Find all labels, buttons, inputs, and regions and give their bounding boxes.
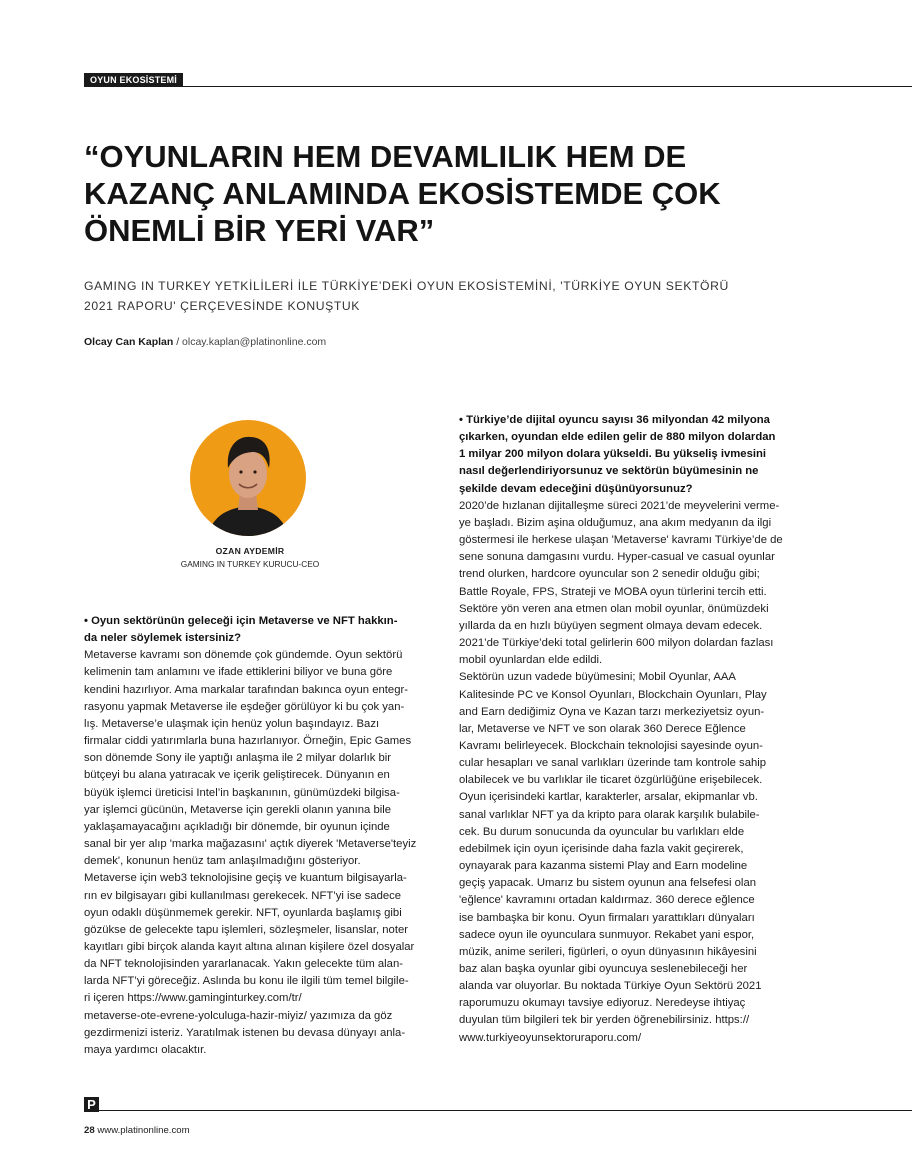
byline [84, 336, 326, 348]
answer-line: raporumuzu okumayı tavsiye ediyoruz. Neredeyse ihtiyaç [459, 997, 746, 1010]
byline-separator: / [173, 336, 183, 348]
question-line: şekilde devam edeceğini düşünüyorsunuz? [459, 482, 693, 495]
answer-line: gezdirmenizi isteriz. Yaratılmak istenen bu devasa dünyayı anla- [84, 1026, 406, 1039]
answer-line: kendini hazırlıyor. Ama markalar tarafından bakınca oyun entegr- [84, 683, 409, 696]
question-line: çıkarken, oyundan elde edilen gelir de 880 milyon dolardan [459, 431, 776, 444]
interviewee-name: OZAN AYDEMİR [215, 546, 285, 556]
answer-line: Metaverse için web3 teknolojisine geçiş ve kuantum bilgisayarla- [84, 872, 407, 885]
answer-line: göstermesi ile herkese ulaşan 'Metaverse' kavramı Türkiye’de de [459, 534, 783, 547]
answer-line: alanda var oluyorlar. Bu noktada Türkiye Oyun Sektörü 2021 [459, 980, 762, 993]
question-line: da neler söylemek istersiniz? [84, 632, 241, 645]
answer-line: Kavramı belirleyecek. Blockchain teknolojisi sayesinde oyun- [459, 739, 763, 752]
interviewee-photo [190, 420, 306, 536]
answer-line: son dönemde Sony ile yaptığı anlaşma ile 2 milyar dolarlık bir [84, 752, 392, 765]
question-line: 1 milyar 200 milyon dolara yükseldi. Bu yükseliş ivmesini [459, 448, 767, 461]
answer-line: Battle Royale, FPS, Strateji ve MOBA oyun türlerini tercih etti. [459, 585, 767, 598]
answer-line: yaklaşamayacağını açıkladığı bir dönemde, bir oyunun içinde [84, 820, 390, 833]
answer-line: maya yardımcı olacaktır. [84, 1043, 207, 1056]
answer-line: yıllarda da en hızlı büyüyen segment olmaya devam edecek. [459, 619, 763, 632]
answer-line: Metaverse kavramı son dönemde çok gündemde. Oyun sektörü [84, 649, 403, 662]
footer-site: www.platinonline.com [97, 1125, 190, 1136]
answer-line: oyun odaklı düşünmemek gerekir. NFT, oyunlarda başlamış gibi [84, 906, 402, 919]
answer-line: trend olurken, hardcore oyuncular son 2 senedir olduğu gibi; [459, 568, 760, 581]
answer-line: lar, Metaverse ve NFT ve son olarak 360 Derece Eğlence [459, 722, 746, 735]
interviewee-role: GAMING IN TURKEY KURUCU-CEO [180, 559, 320, 569]
answer-line: larda NFT’yi göreceğiz. Aslında bu konu ile ilgili tüm temel bilgile- [84, 975, 409, 988]
answer-line: cular hesapları ve sanal varlıkları üzerinde tam kontrole sahip [459, 757, 767, 770]
answer-line: Sektöre yön veren ana etmen olan mobil oyunlar, önümüzdeki [459, 602, 769, 615]
answer-line: gözükse de gelecekte tapu işlemleri, sözleşmeler, lisanslar, noter [84, 923, 409, 936]
answer-line: ri içeren https://www.gaminginturkey.com/tr/ [84, 992, 302, 1005]
answer-line: 2020’de hızlanan dijitalleşme süreci 2021’de meyvelerini verme- [459, 499, 780, 512]
answer-line: Sektörün uzun vadede büyümesini; Mobil Oyunlar, AAA [459, 671, 736, 684]
answer-line: Oyun içerisindeki kartlar, karakterler, arsalar, ekipmanlar vb. [459, 791, 758, 804]
answer-line: metaverse-ote-evrene-yolculuga-hazir-miyiz/ yazımıza da göz [84, 1009, 393, 1022]
answer-line: sadece oyun ile oyunculara sunmuyor. Rekabet yani espor, [459, 928, 755, 941]
answer-line: and Earn dediğimiz Oyna ve Kazan tarzı merkeziyetsiz oyun- [459, 705, 765, 718]
answer-line: kelimenin tam anlamını ve ifade ettiklerini biliyor ve buna göre [84, 666, 393, 679]
answer-line: da NFT teknolojisinden yararlanacak. Yakın gelecekte tüm alan- [84, 958, 403, 971]
headline-line: “OYUNLARIN HEM DEVAMLILIK HEM DE [84, 139, 687, 174]
question-line: • Türkiye’de dijital oyuncu sayısı 36 milyondan 42 milyona [459, 414, 770, 426]
answer-line: www.turkiyeoyunsektoruraporu.com/ [459, 1031, 642, 1044]
right-column-text [459, 412, 793, 1047]
answer-line: sanal varlıklar NFT ya da kripto para olarak karşılık bulabile- [459, 808, 760, 821]
answer-line: müzik, anime serileri, figürleri, o oyun dünyasının hikâyesini [459, 945, 757, 958]
answer-line: cek. Bu durum sonucunda da oyuncular bu varlıkları elde [459, 825, 745, 838]
answer-line: ye başladı. Bizim aşina olduğumuz, ana akım medyanın da ilgi [459, 516, 772, 529]
answer-line: rın ev bilgisayarı gibi kullanılması gerekecek. NFT’yi ise sadece [84, 889, 402, 902]
answer-line: oynayarak para kazanma sistemi Play and Earn modeline [459, 860, 748, 873]
subtitle [84, 276, 804, 316]
footer-rule [84, 1110, 912, 1111]
section-rule [84, 86, 912, 87]
left-column-text [84, 613, 416, 1059]
answer-line: yar işlemci gücünün, Metaverse için gerekli olanın yanına bile [84, 803, 392, 816]
answer-line: sanal bir yer alıp 'marka mağazasını' açtık diyerek 'Metaverse'teyiz [84, 838, 417, 851]
answer-line: ise bambaşka bir konu. Oyun firmaları yarattıkları dünyaları [459, 911, 755, 924]
answer-line: 'eğlence' kavramını ortadan kaldırmaz. 360 derece eğlence [459, 894, 755, 907]
author-name: Olcay Can Kaplan [84, 336, 174, 348]
answer-line: firmalar ciddi yatırımlarla buna hazırlanıyor. Örneğin, Epic Games [84, 735, 412, 748]
answer-line: bütçeyi bu alana yatıracak ve içerik geliştirecek. Dünyanın en [84, 769, 390, 782]
answer-line: Kalitesinde PC ve Konsol Oyunları, Blockchain Oyunları, Play [459, 688, 767, 701]
subtitle-line: 2021 RAPORU' ÇERÇEVESİNDE KONUŞTUK [84, 299, 361, 313]
subtitle-line: GAMING IN TURKEY YETKİLİLERİ İLE TÜRKİYE’DEKİ OYUN EKOSİSTEMİNİ, 'TÜRKİYE OYUN SEKTÖRÜ [84, 279, 729, 293]
question-line: nasıl değerlendiriyorsunuz ve sektörün büyümesinin ne [459, 465, 759, 478]
page-number: 28 [84, 1125, 95, 1136]
answer-line: rasyonu yapmak Metaverse ile eşdeğer görülüyor ki bu çok yan- [84, 700, 405, 713]
answer-line: duyulan tüm bilgileri tek bir yerden öğrenebilirsiniz. https:// [459, 1014, 750, 1027]
footer [84, 1125, 190, 1136]
answer-line: edebilmek için oyun içerisinde daha fazla vakit geçirerek, [459, 842, 744, 855]
magazine-logo: P [84, 1097, 99, 1112]
answer-line: olabilecek ve bu varlıklar ile ticaret özgürlüğüne erişebilecek. [459, 774, 763, 787]
answer-line: baz alan başka oyunlar gibi oyuncuya seslenebileceği her [459, 963, 748, 975]
answer-line: mobil oyunlardan elde edildi. [459, 654, 603, 667]
headline-line: KAZANÇ ANLAMINDA EKOSİSTEMDE ÇOK [84, 176, 721, 211]
question-line: • Oyun sektörünün geleceği için Metaverse ve NFT hakkın- [84, 615, 398, 627]
section-tag: OYUN EKOSİSTEMİ [84, 73, 183, 87]
headline [84, 138, 864, 249]
headline-line: ÖNEMLİ BİR YERİ VAR” [84, 213, 435, 248]
answer-line: kayıtları gibi birçok alanda kayıt altına alınan kişilere özel dosyalar [84, 940, 415, 953]
answer-line: demek', konunun henüz tam anlaşılmadığını gösteriyor. [84, 855, 361, 868]
answer-line: 2021’de Türkiye’deki total gelirlerin 600 milyon dolardan fazlası [459, 637, 774, 650]
portrait-illustration [190, 420, 306, 536]
answer-line: büyük işlemci üreticisi Intel’in başkanının, günümüzdeki bilgisa- [84, 786, 400, 799]
author-email: olcay.kaplan@platinonline.com [182, 336, 327, 348]
answer-line: geçiş yapacak. Umarız bu sistem oyunun ana felsefesi olan [459, 877, 757, 890]
answer-line: sene sonuna damgasını vurdu. Hyper-casual ve casual oyunlar [459, 551, 775, 564]
answer-line: lış. Metaverse’e ulaşmak için henüz yolun başındayız. Bazı [84, 717, 380, 730]
